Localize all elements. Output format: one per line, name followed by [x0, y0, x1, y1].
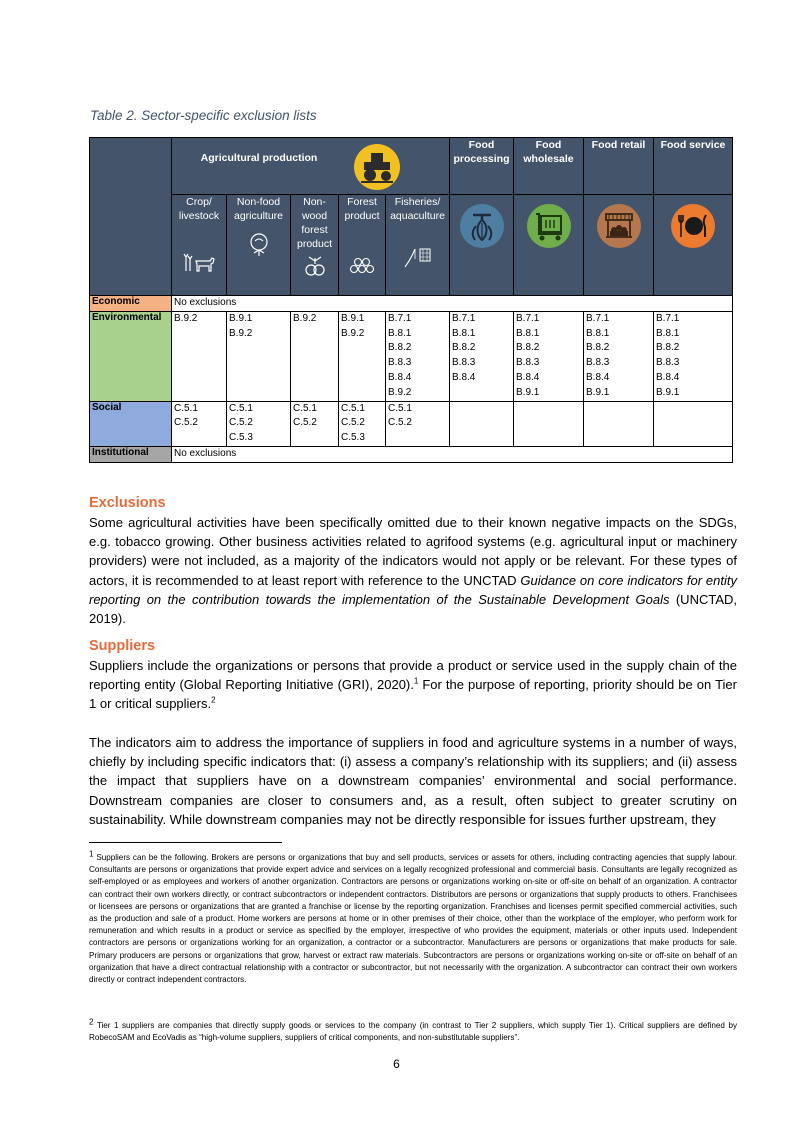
suppliers-text-b: For the purpose of reporting, priority should be on Tier 1 or critical suppliers.: [89, 677, 737, 712]
env-fish: B.8.3: [388, 357, 412, 369]
row-environmental-label: Environmental: [90, 311, 172, 401]
suppliers-text-a: Suppliers include the organizations or persons that provide a product or service used in the supply chain of the reporting entity (Global Reporting Initiative (GRI), 2020).: [89, 658, 737, 693]
header-food-wholesale: Food wholesale: [514, 138, 584, 195]
subcol-fish-label: Fisheries/ aquaculture: [390, 196, 445, 222]
row-economic-label: Economic: [90, 296, 172, 312]
soc-forest: C.5.2: [341, 417, 365, 429]
env-processing: B.8.4: [452, 371, 476, 383]
footnote-ref-2: 2: [211, 696, 216, 706]
subcol-nonfood: [227, 195, 291, 296]
cotton-icon: [246, 231, 272, 257]
table-caption: Table 2. Sector-specific exclusion lists: [90, 108, 317, 123]
soc-processing: [450, 401, 514, 446]
env-service: B.8.4: [656, 371, 680, 383]
row-economic-value: No exclusions: [172, 296, 733, 312]
env-wholesale: B.8.3: [516, 357, 540, 369]
env-crop: B.9.2: [174, 312, 198, 324]
env-nonfood: B.9.1: [229, 312, 253, 324]
env-forest: B.9.1: [341, 312, 365, 324]
unctad-guidance-title: Guidance on core indicators for entity reporting on the contribution towards the implementation of the Sustainable Development Goals: [89, 572, 737, 607]
exclusions-text-before: Some agricultural activities have been specifically omitted due to their known negative impacts on the SDGs, e.g. tobacco growing. Other business activities related to agrifood systems (e.g. agricultural input or machinery providers) were not included, as a majority of the indicators would not apply or be relevant. For these types of actors, it is recommended to at least report with reference to the UNCTAD: [89, 515, 737, 588]
soc-fish: C.5.1: [388, 402, 412, 414]
env-retail: B.7.1: [586, 312, 610, 324]
soc-crop: C.5.1: [174, 402, 198, 414]
row-social: [90, 401, 733, 446]
header-agri-group: [172, 138, 450, 195]
soc-nonwood: C.5.1: [293, 402, 317, 414]
market-stall-icon: [596, 203, 642, 249]
env-fish: B.9.2: [388, 386, 412, 398]
env-fish: B.8.1: [388, 327, 412, 339]
subcol-nonwood: [291, 195, 339, 296]
subcol-nonwood-label: Non-wood forest product: [296, 196, 333, 250]
soc-nonfood: C.5.3: [229, 432, 253, 444]
subcol-crop-label: Crop/ livestock: [178, 196, 220, 222]
header-group-row: [90, 138, 733, 195]
corn-processing-icon: [459, 203, 505, 249]
icon-cell-wholesale: [514, 195, 584, 296]
env-retail: B.8.1: [586, 327, 610, 339]
subcol-forest: [339, 195, 386, 296]
suppliers-paragraph-1: [89, 656, 737, 714]
env-wholesale: B.9.1: [516, 386, 540, 398]
footnote-1: [89, 849, 738, 986]
soc-forest: C.5.1: [341, 402, 365, 414]
env-retail: B.8.2: [586, 342, 610, 354]
soc-nonfood: C.5.2: [229, 417, 253, 429]
header-food-processing: Food processing: [450, 138, 514, 195]
env-wholesale: B.8.2: [516, 342, 540, 354]
icon-cell-processing: [450, 195, 514, 296]
row-institutional-label: Institutional: [90, 446, 172, 462]
env-retail: B.9.1: [586, 386, 610, 398]
env-fish: B.7.1: [388, 312, 412, 324]
suppliers-paragraph-2: The indicators aim to address the importance of suppliers in food and agriculture systems in a number of ways, chiefly by including specific indicators that: (i) assess a company’s relationship with its suppliers; and (ii) assess the impact that suppliers have on a downstream companies’ environmental and social performance. Downstream companies are closer to consumers and, as a result, often subject to greater scrutiny on sustainability. While downstream companies may not be directly responsible for issues further upstream, they: [89, 735, 737, 827]
soc-forest: C.5.3: [341, 432, 365, 444]
soc-crop: C.5.2: [174, 417, 198, 429]
agri-group-title: Agricultural production: [200, 152, 318, 164]
env-nonfood: B.9.2: [229, 327, 253, 339]
env-forest: B.9.2: [341, 327, 365, 339]
subcol-forest-label: Forest product: [344, 196, 380, 222]
soc-retail: [584, 401, 654, 446]
soc-wholesale: [514, 401, 584, 446]
row-economic: [90, 296, 733, 312]
exclusions-heading: Exclusions: [89, 495, 166, 511]
soc-nonwood: C.5.2: [293, 417, 317, 429]
env-fish: B.8.4: [388, 371, 412, 383]
footnote-1-mark: 1: [89, 849, 94, 859]
header-food-retail: Food retail: [584, 138, 654, 195]
exclusions-text-after: (UNCTAD, 2019).: [89, 591, 737, 627]
env-wholesale: B.8.1: [516, 327, 540, 339]
footnote-ref-1: 1: [413, 676, 419, 686]
env-wholesale: B.7.1: [516, 312, 540, 324]
header-food-service: Food service: [654, 138, 733, 195]
exclusion-table: [89, 137, 733, 463]
env-service: B.8.3: [656, 357, 680, 369]
page-number: 6: [393, 1057, 400, 1071]
env-fish: B.8.2: [388, 342, 412, 354]
header-sub-row: [90, 195, 733, 296]
icon-cell-retail: [584, 195, 654, 296]
env-processing: B.8.1: [452, 327, 476, 339]
row-social-label: Social: [90, 401, 172, 446]
footnote-2-text: Tier 1 suppliers are companies that directly supply goods or services to the company (in contrast to Tier 2 suppliers, which supply Tier 1). Critical suppliers are defined by RobecoSAM and EcoVadis as “high-volume suppliers, suppliers of critical components, and non-substitutable suppliers”.: [89, 1021, 737, 1043]
env-processing: B.7.1: [452, 312, 476, 324]
icon-cell-service: [654, 195, 733, 296]
env-service: B.8.2: [656, 342, 680, 354]
soc-service: [654, 401, 733, 446]
env-wholesale: B.8.4: [516, 371, 540, 383]
env-service: B.7.1: [656, 312, 680, 324]
berries-icon: [303, 255, 327, 277]
cow-wheat-icon: [182, 251, 216, 273]
footnote-separator: [89, 842, 282, 843]
suppliers-heading: Suppliers: [89, 638, 156, 654]
subcol-fish: [386, 195, 450, 296]
plate-cutlery-icon: [670, 203, 716, 249]
row-institutional-value: No exclusions: [172, 446, 733, 462]
footnote-1-text: Suppliers can be the following. Brokers are persons or organizations that buy and sell products, services or assets for others, including contracting agencies that supply labour. Consultants are persons or organizations that provide expert advice and services on a legally recognized professional and commercial basis. Consultants are legally recognized as self-employed or as employees and workers of another organization. Contractors are persons or organizations working on-site or off-site on behalf of an organization. A contractor can contract their own workers directly, or contract subcontractors or independent contractors. Distributors are persons or organizations that supply products to others. Franchisees or licensees are persons or organizations that are granted a franchise or license by the reporting organization. Franchises and licenses permit specified commercial activities, such as the production and sale of a product. Home workers are persons at home or in other premises of their choice, other than the workplace of the employer, who perform work for remuneration and which results in a product or service as specified by the employer, irrespective of who provides the equipment, materials or other inputs used. Independent contractors are persons or organizations working for an organization, a contractor or a subcontractor. Manufacturers are persons or organizations that make products for sale. Primary producers are persons or organizations that grow, harvest or extract raw materials. Subcontractors are persons or organizations working on-site or off-site on behalf of an organization that have a direct contractual relationship with a contractor or subcontractor, but not necessarily with the organization. A subcontractor can contract their own workers directly or contract independent contractors.: [89, 853, 738, 985]
env-retail: B.8.3: [586, 357, 610, 369]
env-service: B.9.1: [656, 386, 680, 398]
soc-fish: C.5.2: [388, 417, 412, 429]
fishing-icon: [403, 245, 433, 269]
tractor-icon: [353, 143, 401, 191]
row-environmental: [90, 311, 733, 401]
exclusions-paragraph: [89, 513, 737, 628]
subcol-nonfood-label: Non-food agriculture: [233, 196, 284, 222]
env-processing: B.8.2: [452, 342, 476, 354]
env-retail: B.8.4: [586, 371, 610, 383]
crate-cart-icon: [526, 203, 572, 249]
footnote-2-mark: 2: [89, 1017, 94, 1027]
env-nonwood: B.9.2: [293, 312, 317, 324]
logs-icon: [348, 257, 376, 273]
header-corner: [90, 138, 172, 296]
env-processing: B.8.3: [452, 357, 476, 369]
subcol-crop: [172, 195, 227, 296]
footnote-2: [89, 1017, 737, 1044]
row-institutional: [90, 446, 733, 462]
env-service: B.8.1: [656, 327, 680, 339]
soc-nonfood: C.5.1: [229, 402, 253, 414]
